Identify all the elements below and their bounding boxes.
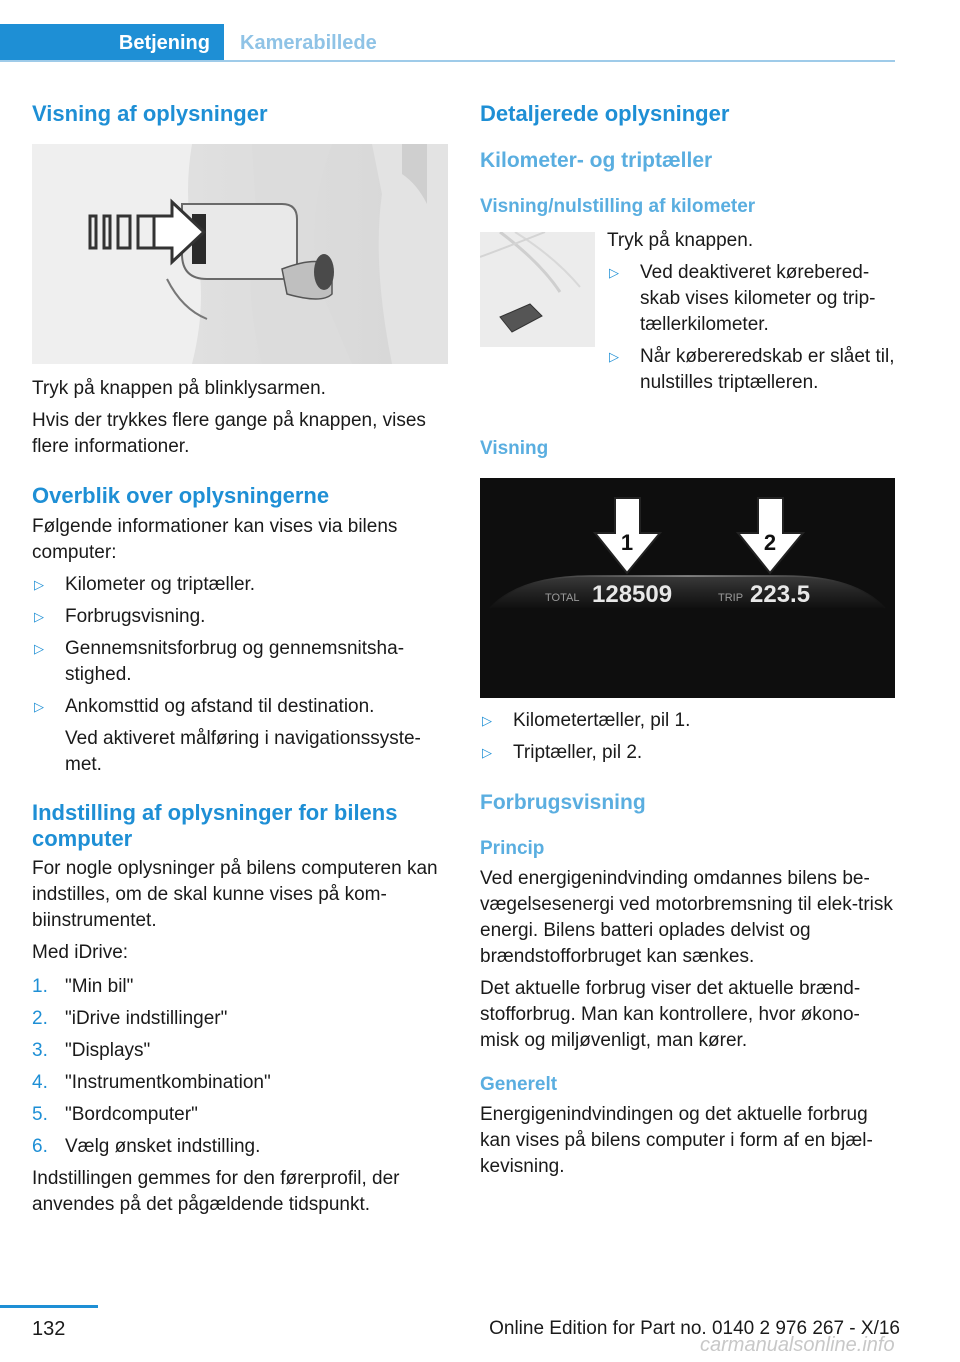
watermark: carmanualsonline.info	[700, 1334, 895, 1356]
tab-kamerabillede[interactable]: Kamerabillede	[240, 31, 377, 54]
figure-reset-button	[480, 232, 595, 347]
list-item: 1. "Min bil"	[32, 976, 134, 997]
header-divider	[0, 60, 895, 62]
triangle-bullet-icon: ▷	[34, 609, 44, 624]
list-item: 3. "Displays"	[32, 1040, 151, 1061]
button-block	[480, 226, 896, 456]
reset-button-illustration	[480, 232, 595, 347]
left-column	[32, 100, 448, 1218]
paragraph-med-idrive: Med iDrive:	[32, 942, 129, 963]
paragraph-aktuelle-forbrug: Det aktuelle forbrug viser det aktuelle brænd-stofforbrug. Man kan kontrollere, hvor økono-misk og miljøvenligt, man kører.	[480, 978, 861, 1051]
triangle-bullet-icon: ▷	[609, 265, 619, 280]
heading-kilometer-triptaeller: Kilometer- og triptæller	[480, 149, 713, 172]
heading-detaljerede: Detaljerede oplysninger	[480, 101, 730, 126]
paragraph-tryk-paa-knappen: Tryk på knappen.	[607, 230, 754, 251]
list-item: 2. "iDrive indstillinger"	[32, 1008, 228, 1029]
visning-list	[480, 708, 896, 766]
total-label: TOTAL	[545, 592, 580, 604]
arrow-1-label: 1	[620, 530, 634, 555]
paragraph-nogle-oplysninger: For nogle oplysninger på bilens computeren kan indstilles, om de skal kunne vises på kom-biinstrumentet.	[32, 858, 438, 931]
info-list	[32, 572, 448, 720]
triangle-bullet-icon: ▷	[609, 349, 619, 364]
blinker-stalk-illustration	[32, 144, 448, 364]
list-item: ▷ Ved deaktiveret kørebered-skab vises kilometer og trip-tællerkilometer.	[609, 262, 876, 335]
total-value: 128509	[592, 581, 673, 608]
list-subnote: Ved aktiveret målføring i navigationssyste-met.	[65, 728, 421, 775]
paragraph-folgende: Følgende informationer kan vises via bilens computer:	[32, 516, 398, 563]
reset-instructions	[607, 226, 896, 396]
triangle-bullet-icon: ▷	[482, 713, 492, 728]
list-item: ▷ Når købereredskab er slået til, nulstilles triptælleren.	[609, 346, 895, 393]
triangle-bullet-icon: ▷	[34, 577, 44, 592]
heading-princip: Princip	[480, 838, 545, 859]
figure-blinker-stalk	[32, 144, 448, 364]
footer-divider	[0, 1305, 98, 1308]
steps-list	[32, 974, 448, 1160]
paragraph-tryk-knap: Tryk på knappen på blinklysarmen.	[32, 378, 326, 399]
heading-generelt: Generelt	[480, 1074, 558, 1095]
list-item: ▷ Kilometertæller, pil 1.	[480, 708, 896, 734]
arrow-2-label: 2	[763, 530, 777, 555]
paragraph-indstillingen-gemmes: Indstillingen gemmes for den førerprofil, der anvendes på det pågældende tidspunkt.	[32, 1168, 400, 1215]
heading-visning-nulstilling: Visning/nulstilling af kilometer	[480, 196, 756, 217]
trip-label: TRIP	[718, 592, 744, 604]
page-header	[0, 0, 960, 64]
odometer-display-illustration	[480, 478, 895, 698]
list-item: ▷ Ankomsttid og afstand til destination.	[32, 694, 448, 720]
paragraph-generelt: Energigenindvindingen og det aktuelle forbrug kan vises på bilens computer i form af en bjæl-kevisning.	[480, 1104, 873, 1177]
list-item: 6. Vælg ønsket indstilling.	[32, 1136, 261, 1157]
heading-overblik: Overblik over oplysningerne	[32, 483, 330, 508]
edition-note: Online Edition for Part no. 0140 2 976 267 - X/16	[489, 1318, 900, 1339]
page-number: 132	[32, 1318, 66, 1340]
km-list	[607, 260, 896, 396]
list-item: 5. "Bordcomputer"	[32, 1104, 198, 1125]
heading-forbrugsvisning: Forbrugsvisning	[480, 791, 646, 814]
list-item: ▷ Kilometer og triptæller.	[32, 572, 448, 598]
list-item: 4. "Instrumentkombination"	[32, 1072, 271, 1093]
paragraph-princip: Ved energigenindvinding omdannes bilens be-vægelsesenergi ved motorbremsning til elek-trisk energi. Bilens batteri oplades delvist og brændstofforbruget kan sænkes.	[480, 868, 893, 967]
heading-indstilling: Indstilling af oplysninger for bilens computer	[32, 800, 398, 851]
list-item: ▷ Gennemsnitsforbrug og gennemsnitsha-stighed.	[34, 638, 405, 685]
right-column	[480, 100, 896, 1180]
list-item: ▷ Triptæller, pil 2.	[480, 740, 896, 766]
triangle-bullet-icon: ▷	[34, 699, 44, 714]
paragraph-flere-gange: Hvis der trykkes flere gange på knappen, vises flere informationer.	[32, 410, 426, 457]
triangle-bullet-icon: ▷	[482, 745, 492, 760]
figure-odometer-display	[480, 478, 895, 698]
tab-betjening[interactable]: Betjening	[0, 24, 224, 62]
list-item: ▷ Forbrugsvisning.	[32, 604, 448, 630]
triangle-bullet-icon: ▷	[34, 641, 44, 656]
heading-visning: Visning	[480, 438, 549, 459]
heading-visning-af-oplysninger: Visning af oplysninger	[32, 101, 268, 126]
trip-value: 223.5	[750, 581, 811, 608]
